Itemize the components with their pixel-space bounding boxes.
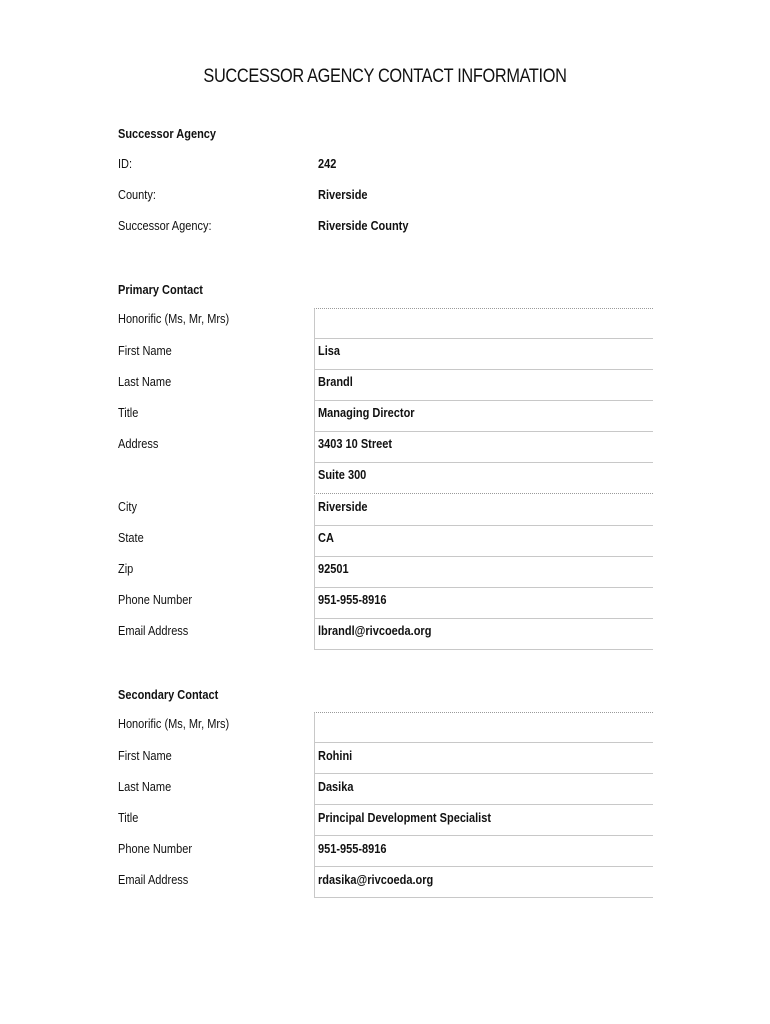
- primary-contact-heading: Primary Contact: [118, 283, 203, 297]
- primary-zip-label: Zip: [118, 562, 134, 576]
- page-title: SUCCESSOR AGENCY CONTACT INFORMATION: [203, 66, 567, 87]
- secondary-title-label: Title: [118, 811, 139, 825]
- primary-honorific-row: [0, 304, 770, 335]
- primary-state-value: CA: [318, 531, 334, 545]
- primary-last-name-row: [0, 367, 770, 398]
- primary-first-name-label: First Name: [118, 344, 172, 358]
- primary-city-row: [0, 492, 770, 523]
- primary-address-label: Address: [118, 437, 159, 451]
- secondary-phone-row: [0, 834, 770, 865]
- primary-zip-value: 92501: [318, 562, 349, 576]
- secondary-email-value: rdasika@rivcoeda.org: [318, 873, 434, 887]
- primary-first-name-value: Lisa: [318, 344, 341, 358]
- primary-city-label: City: [118, 500, 137, 514]
- successor-agency-heading: Successor Agency: [118, 127, 217, 141]
- primary-title-value: Managing Director: [318, 406, 415, 420]
- primary-last-name-value: Brandl: [318, 375, 353, 389]
- primary-email-value: lbrandl@rivcoeda.org: [318, 624, 432, 638]
- secondary-title-value: Principal Development Specialist: [318, 811, 492, 825]
- primary-state-row: [0, 523, 770, 554]
- secondary-honorific-row: [0, 709, 770, 740]
- primary-address-value: 3403 10 Street: [318, 437, 393, 451]
- secondary-last-name-row: [0, 772, 770, 803]
- primary-last-name-label: Last Name: [118, 375, 172, 389]
- secondary-email-label: Email Address: [118, 873, 189, 887]
- county-row: [0, 180, 770, 211]
- secondary-email-row: [0, 865, 770, 896]
- agency-id-row: [0, 149, 770, 180]
- primary-phone-value: 951-955-8916: [318, 593, 387, 607]
- county-value: Riverside: [318, 188, 368, 202]
- secondary-honorific-label: Honorific (Ms, Mr, Mrs): [118, 717, 230, 731]
- primary-email-row: [0, 616, 770, 647]
- agency-name-label: Successor Agency:: [118, 219, 212, 233]
- primary-address-line2-row: [0, 460, 770, 491]
- secondary-phone-value: 951-955-8916: [318, 842, 387, 856]
- secondary-last-name-value: Dasika: [318, 780, 354, 794]
- primary-city-value: Riverside: [318, 500, 368, 514]
- primary-zip-row: [0, 554, 770, 585]
- secondary-first-name-value: Rohini: [318, 749, 353, 763]
- primary-email-label: Email Address: [118, 624, 189, 638]
- agency-id-value: 242: [318, 157, 337, 171]
- agency-id-label: ID:: [118, 157, 133, 171]
- primary-first-name-row: [0, 336, 770, 367]
- secondary-last-name-label: Last Name: [118, 780, 172, 794]
- secondary-title-row: [0, 803, 770, 834]
- primary-honorific-label: Honorific (Ms, Mr, Mrs): [118, 312, 230, 326]
- agency-name-value: Riverside County: [318, 219, 409, 233]
- county-label: County:: [118, 188, 156, 202]
- primary-title-row: [0, 398, 770, 429]
- primary-address-line2-value: Suite 300: [318, 468, 367, 482]
- primary-state-label: State: [118, 531, 144, 545]
- primary-phone-label: Phone Number: [118, 593, 192, 607]
- secondary-phone-label: Phone Number: [118, 842, 192, 856]
- secondary-first-name-label: First Name: [118, 749, 172, 763]
- primary-address-row: [0, 429, 770, 460]
- secondary-first-name-row: [0, 741, 770, 772]
- primary-title-label: Title: [118, 406, 139, 420]
- secondary-contact-heading: Secondary Contact: [118, 688, 219, 702]
- primary-phone-row: [0, 585, 770, 616]
- agency-name-row: [0, 211, 770, 242]
